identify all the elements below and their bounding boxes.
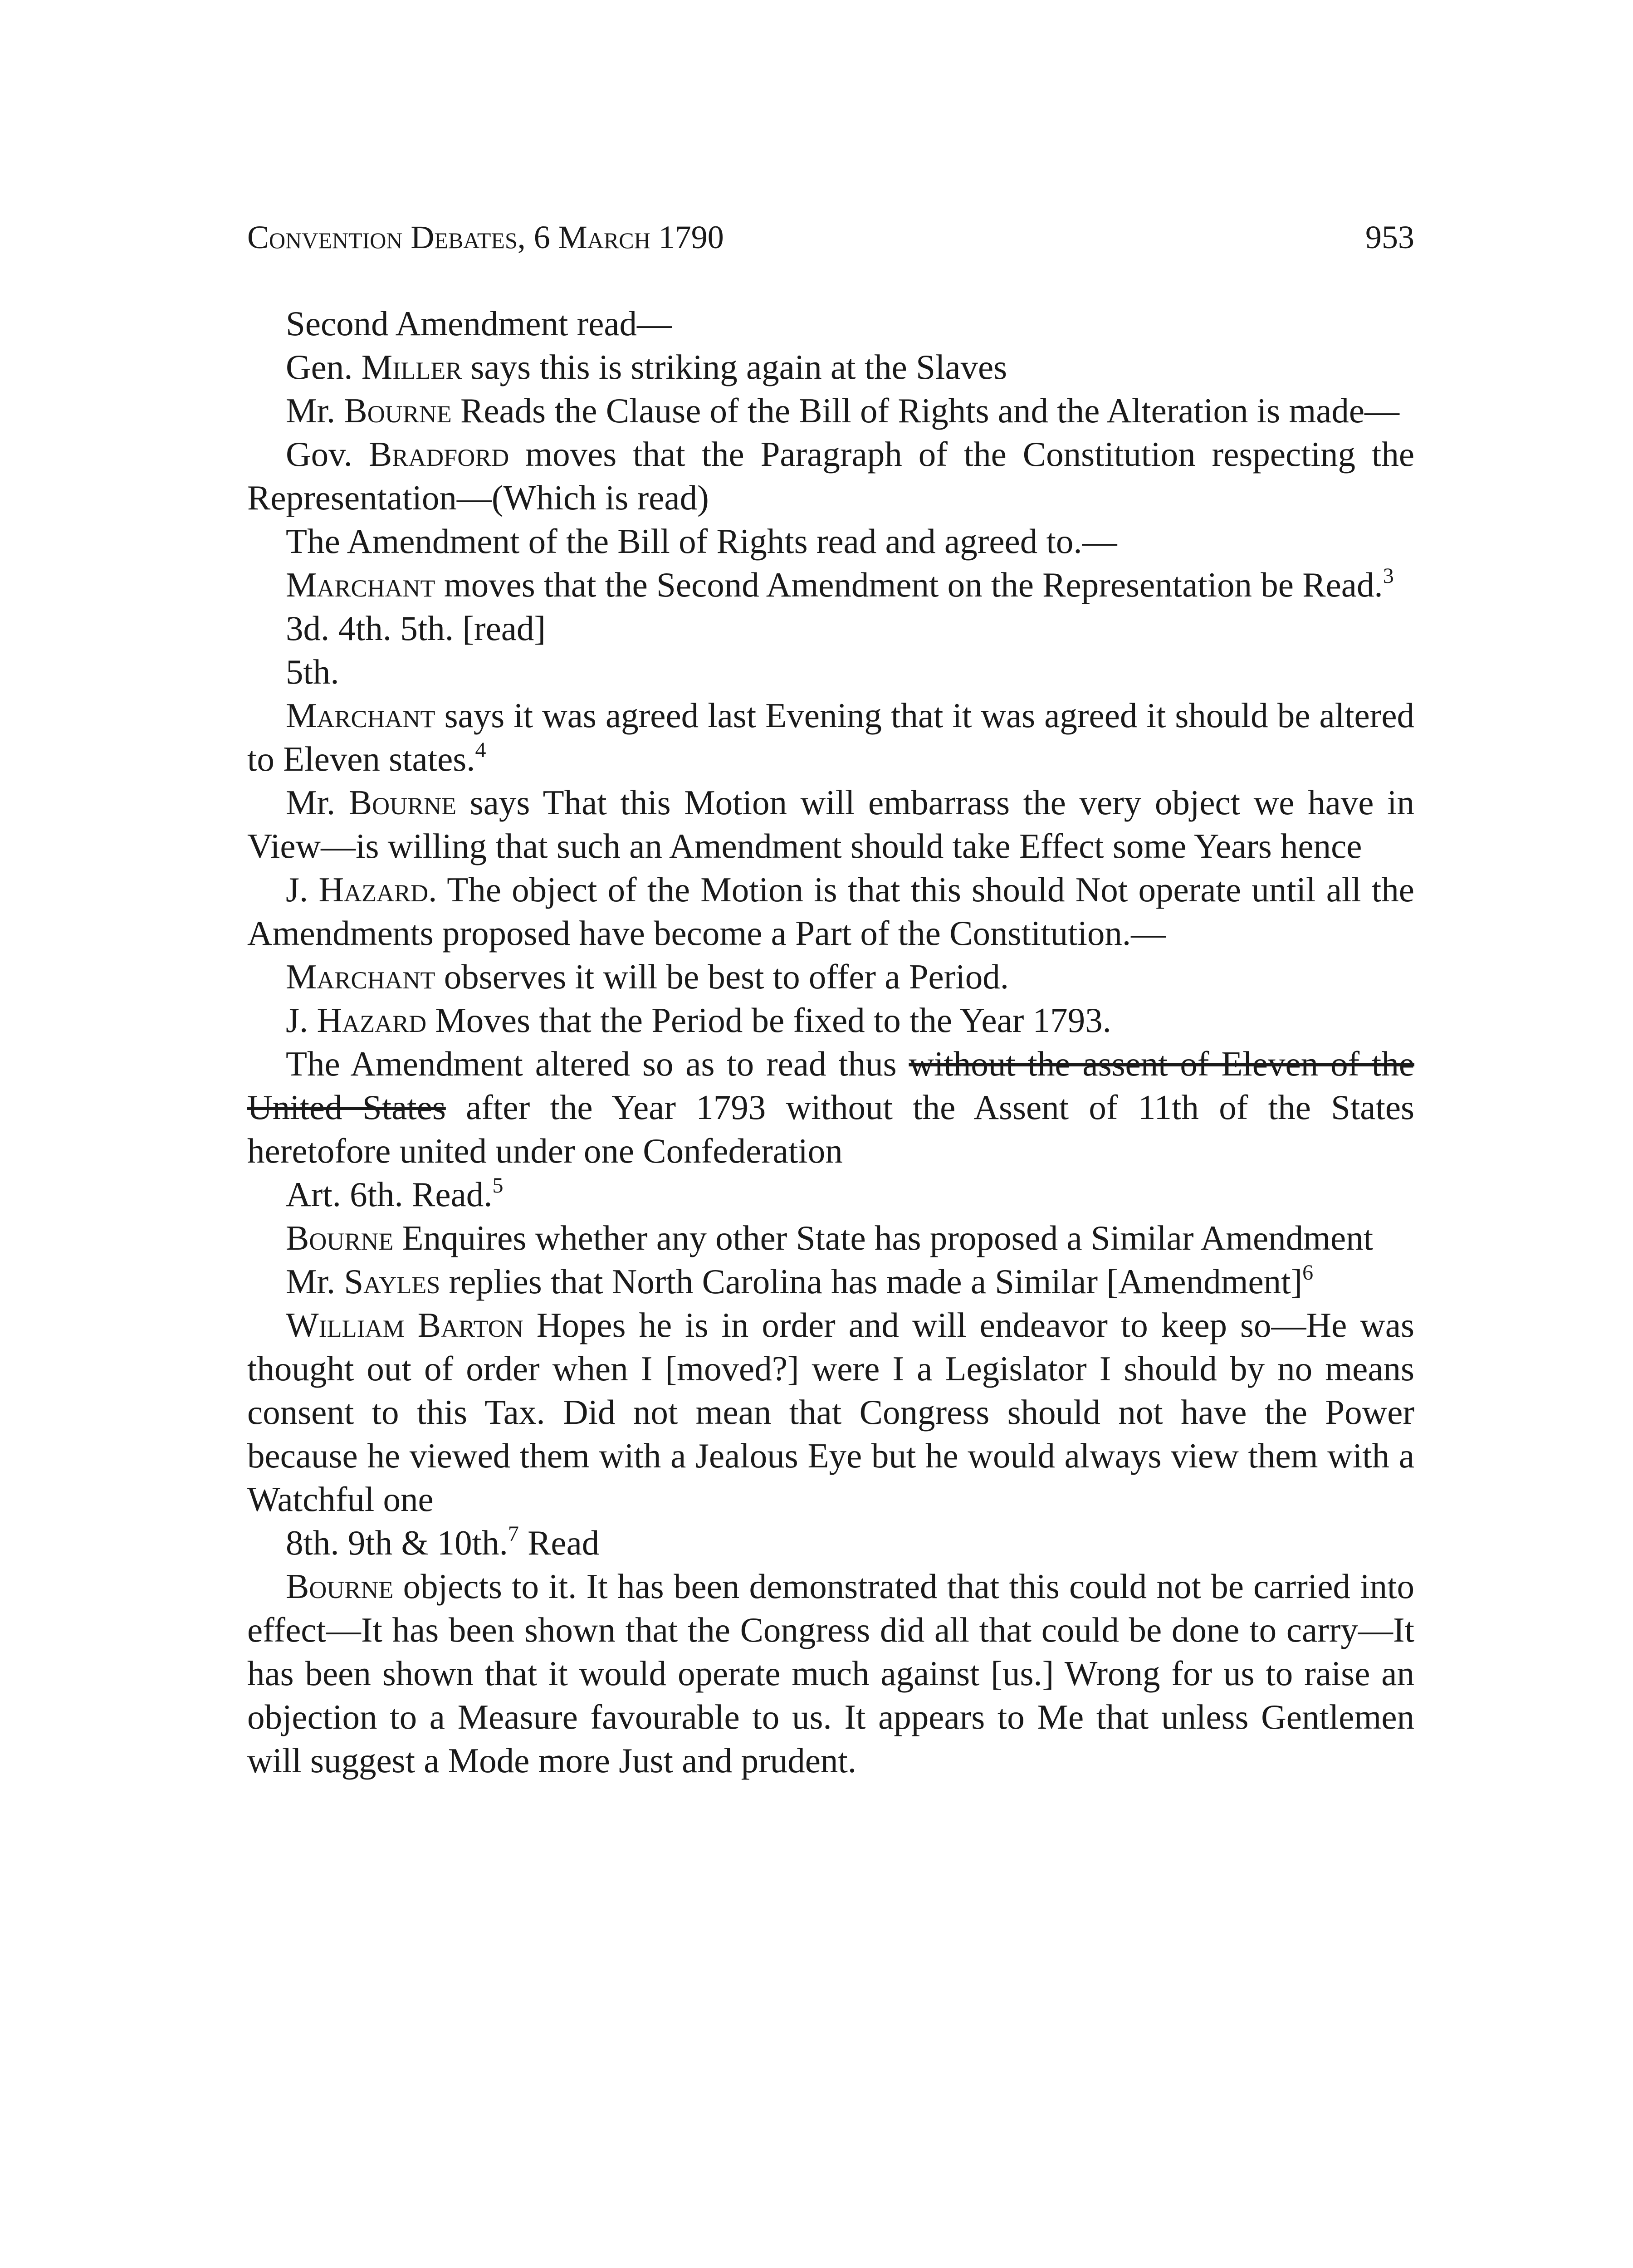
paragraph	[247, 563, 1414, 606]
paragraph	[247, 1260, 1414, 1303]
text-run: 3d. 4th. 5th. [read]	[286, 609, 546, 648]
text-run: Moves that the Period be fixed to the Year 1793.	[426, 1001, 1111, 1040]
paragraph	[247, 650, 1414, 694]
paragraph	[247, 1303, 1414, 1521]
page-header	[247, 217, 1414, 258]
footnote-ref: 3	[1383, 564, 1394, 588]
text-run: The Amendment of the Bill of Rights read and agreed to.—	[286, 522, 1117, 561]
speaker-name: Marchant	[286, 696, 435, 735]
text-run: Hopes he is in order and will endeavor to keep so—He was thought out of order when I [moved?] were I a Legislator I should by no means consent to this Tax. Did not mean that Congress should not have the Power because he viewed them with a Jealous Eye but he would always view them with a Watchful one	[247, 1305, 1415, 1519]
speaker-name: Bourne	[348, 783, 457, 822]
paragraph	[247, 998, 1414, 1042]
text-run: J.	[286, 1001, 317, 1040]
text-run: says this is striking again at the Slaves	[462, 347, 1007, 386]
text-run: Second Amendment read—	[286, 304, 672, 343]
text-run: Art. 6th. Read.	[286, 1175, 493, 1214]
text-run: replies that North Carolina has made a Similar [Amendment]	[440, 1262, 1303, 1301]
text-run: J.	[286, 870, 319, 909]
running-head: Convention Debates, 6 March 1790	[247, 219, 724, 255]
text-run: Mr.	[286, 391, 344, 430]
speaker-name: Marchant	[286, 565, 435, 604]
paragraph	[247, 606, 1414, 650]
text-run: says it was agreed last Evening that it was agreed it should be altered to Eleven states.	[247, 696, 1414, 778]
paragraph	[247, 781, 1414, 868]
speaker-name: Bourne	[286, 1567, 394, 1606]
speaker-name: Sayles	[344, 1262, 440, 1301]
speaker-name: Bradford	[368, 435, 509, 474]
paragraph	[247, 1173, 1414, 1216]
speaker-name: Bourne	[286, 1218, 394, 1257]
paragraph	[247, 432, 1414, 519]
page-number: 953	[1365, 219, 1414, 255]
speaker-name: Hazard	[317, 1001, 427, 1040]
text-run: Read	[518, 1523, 600, 1562]
paragraph	[247, 868, 1414, 955]
document-body	[247, 302, 1414, 1782]
paragraph	[247, 1216, 1414, 1260]
text-run: Mr.	[286, 783, 349, 822]
paragraph	[247, 1564, 1414, 1782]
text-run: Gov.	[286, 435, 369, 474]
paragraph	[247, 1042, 1414, 1173]
speaker-name: Miller	[361, 347, 462, 386]
speaker-name: Marchant	[286, 957, 435, 996]
struck-text: without the assent of Eleven of the United States	[247, 1044, 1414, 1127]
paragraph	[247, 389, 1414, 432]
paragraph	[247, 694, 1414, 781]
paragraph	[247, 519, 1414, 563]
paragraph	[247, 955, 1414, 998]
text-run: observes it will be best to offer a Period.	[435, 957, 1009, 996]
footnote-ref: 7	[508, 1522, 519, 1546]
text-run: 8th. 9th & 10th.	[286, 1523, 508, 1562]
text-run: Gen.	[286, 347, 362, 386]
paragraph	[247, 345, 1414, 389]
text-run: . The object of the Motion is that this should Not operate until all the Amendments proposed have become a Part of the Constitution.—	[247, 870, 1414, 953]
text-run: moves that the Paragraph of the Constitution respecting the Representation—(Which is read)	[247, 435, 1414, 517]
text-run: Mr.	[286, 1262, 344, 1301]
text-run: Enquires whether any other State has proposed a Similar Amendment	[393, 1218, 1374, 1257]
text-run: 5th.	[286, 652, 339, 691]
text-run: moves that the Second Amendment on the Representation be Read.	[435, 565, 1383, 604]
paragraph	[247, 1521, 1414, 1564]
speaker-name: Hazard	[318, 870, 429, 909]
text-run: objects to it. It has been demonstrated that this could not be carried into effect—It has been shown that the Congress did all that could be done to carry—It has been shown that it would operate much against [us.] Wrong for us to raise an objection to a Measure favourable to us. It appears to Me that unless Gentlemen will suggest a Mode more Just and prudent.	[247, 1567, 1414, 1780]
text-run: after the Year 1793 without the Assent of 11th of the States heretofore united under one Confederation	[247, 1088, 1415, 1170]
footnote-ref: 4	[475, 738, 486, 762]
text-run: says That this Motion will embarrass the very object we have in View—is willing that such an Amendment should take Effect some Years hence	[247, 783, 1414, 865]
text-run: Reads the Clause of the Bill of Rights and the Alteration is made—	[451, 391, 1400, 430]
footnote-ref: 6	[1302, 1261, 1314, 1285]
text-run: The Amendment altered so as to read thus	[286, 1044, 909, 1083]
paragraph	[247, 302, 1414, 345]
footnote-ref: 5	[492, 1173, 504, 1198]
speaker-name: Bourne	[344, 391, 452, 430]
speaker-name: William Barton	[286, 1305, 523, 1344]
